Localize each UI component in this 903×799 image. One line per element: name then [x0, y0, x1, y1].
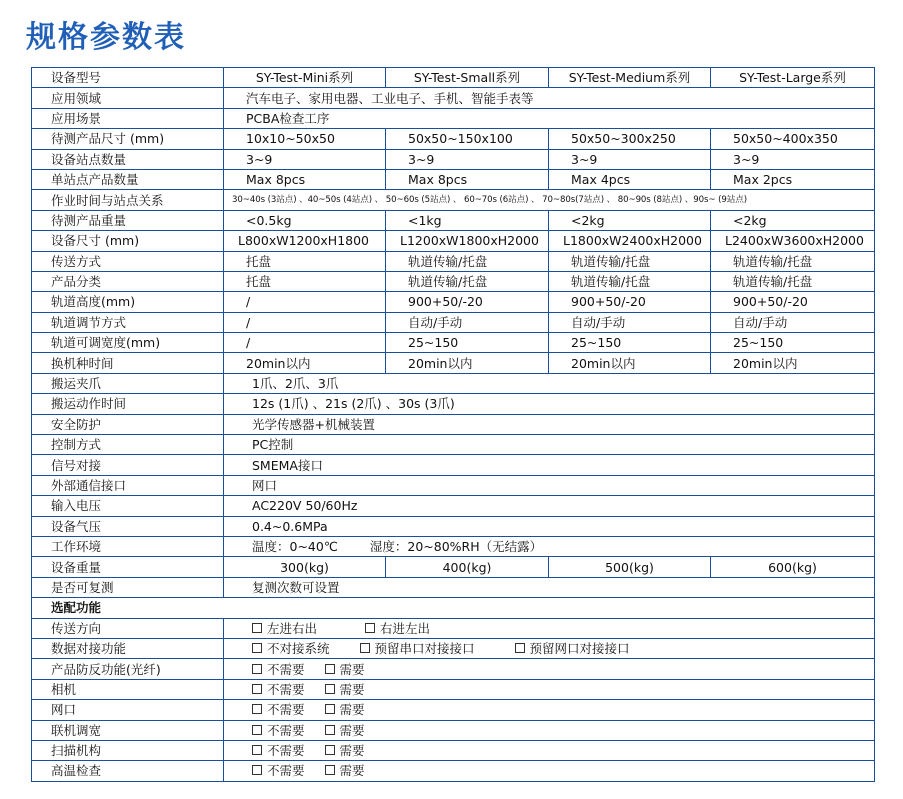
- row-label: 产品分类: [32, 271, 224, 291]
- checkbox-icon: [360, 643, 370, 653]
- cell: 轨道传输/托盘: [549, 251, 711, 271]
- cell: L1200xW1800xH2000: [386, 231, 549, 251]
- checkbox-option[interactable]: [325, 700, 365, 719]
- row-label: 应用场景: [32, 108, 224, 128]
- table-row: [32, 516, 875, 536]
- checkbox-option[interactable]: [325, 761, 365, 780]
- section-heading: 选配功能: [32, 598, 875, 618]
- row-label: 高温检查: [32, 761, 224, 781]
- row-value: 复测次数可设置: [224, 577, 875, 597]
- checkbox-icon: [252, 725, 262, 735]
- row-label: 工作环境: [32, 536, 224, 556]
- spec-table: [31, 67, 875, 782]
- cell: Max 8pcs: [386, 169, 549, 189]
- row-label: 应用领域: [32, 88, 224, 108]
- checkbox-option[interactable]: [325, 660, 365, 679]
- row-label: 相机: [32, 679, 224, 699]
- row-value: [224, 618, 875, 638]
- cell: 900+50/-20: [549, 292, 711, 312]
- cell: 400(kg): [386, 557, 549, 577]
- row-value: 汽车电子、家用电器、工业电子、手机、智能手表等: [224, 88, 875, 108]
- checkbox-option[interactable]: [515, 639, 630, 658]
- cell: <0.5kg: [224, 210, 386, 230]
- row-label: 联机调宽: [32, 720, 224, 740]
- checkbox-option[interactable]: [252, 761, 305, 780]
- option-label: 预留网口对接接口: [529, 641, 630, 657]
- row-label: 产品防反功能(光纤): [32, 659, 224, 679]
- table-row: [32, 169, 875, 189]
- checkbox-option[interactable]: [365, 619, 430, 638]
- cell: 3~9: [549, 149, 711, 169]
- cell: 托盘: [224, 271, 386, 291]
- checkbox-option[interactable]: [252, 680, 305, 699]
- row-label: 设备气压: [32, 516, 224, 536]
- row-value: [224, 679, 875, 699]
- row-label: 安全防护: [32, 414, 224, 434]
- row-value: [224, 536, 875, 556]
- table-row: [32, 638, 875, 658]
- page-title: 规格参数表: [26, 20, 186, 55]
- env-temp: 温度：0~40℃: [252, 539, 338, 555]
- row-label: 输入电压: [32, 496, 224, 516]
- table-row: [32, 210, 875, 230]
- row-label: 轨道调节方式: [32, 312, 224, 332]
- cell: <2kg: [549, 210, 711, 230]
- row-label: 单站点产品数量: [32, 169, 224, 189]
- cell: <2kg: [711, 210, 875, 230]
- table-row: [32, 88, 875, 108]
- checkbox-icon: [252, 643, 262, 653]
- cell: 自动/手动: [549, 312, 711, 332]
- cell: 自动/手动: [386, 312, 549, 332]
- checkbox-icon: [252, 745, 262, 755]
- row-label: 设备站点数量: [32, 149, 224, 169]
- checkbox-icon: [515, 643, 525, 653]
- option-label: 右进左出: [380, 620, 431, 636]
- model-large: SY-Test-Large系列: [711, 68, 875, 88]
- row-value: 30~40s (3站点) 、40~50s (4站点) 、 50~60s (5站点) 、 60~70s (6站点) 、 70~80s(7站点) 、 80~90s (8站点) 、90s~ (9站点): [224, 190, 875, 210]
- row-value: [224, 659, 875, 679]
- checkbox-option[interactable]: [360, 639, 475, 658]
- row-label: 轨道高度(mm): [32, 292, 224, 312]
- row-label: 数据对接功能: [32, 638, 224, 658]
- table-row: [32, 679, 875, 699]
- row-label: 换机种时间: [32, 353, 224, 373]
- checkbox-icon: [252, 684, 262, 694]
- option-label: 不需要: [267, 743, 305, 759]
- option-label: 不需要: [267, 681, 305, 697]
- table-row: [32, 577, 875, 597]
- table-row: [32, 598, 875, 618]
- cell: 轨道传输/托盘: [711, 251, 875, 271]
- checkbox-icon: [325, 664, 335, 674]
- checkbox-option[interactable]: [252, 741, 305, 760]
- row-label: 外部通信接口: [32, 475, 224, 495]
- table-row: [32, 475, 875, 495]
- cell: Max 4pcs: [549, 169, 711, 189]
- cell: 300(kg): [224, 557, 386, 577]
- table-row: [32, 333, 875, 353]
- table-row: [32, 536, 875, 556]
- option-label: 不需要: [267, 702, 305, 718]
- cell: /: [224, 333, 386, 353]
- checkbox-option[interactable]: [252, 639, 330, 658]
- row-label: 信号对接: [32, 455, 224, 475]
- table-row: [32, 312, 875, 332]
- option-label: 不需要: [267, 763, 305, 779]
- cell: 20min以内: [386, 353, 549, 373]
- cell: 25~150: [549, 333, 711, 353]
- cell: 3~9: [386, 149, 549, 169]
- cell: L800xW1200xH1800: [224, 231, 386, 251]
- cell: Max 8pcs: [224, 169, 386, 189]
- cell: 20min以内: [224, 353, 386, 373]
- cell: 500(kg): [549, 557, 711, 577]
- checkbox-icon: [325, 704, 335, 714]
- table-row: [32, 557, 875, 577]
- cell: 3~9: [711, 149, 875, 169]
- checkbox-option[interactable]: [252, 660, 305, 679]
- table-row: [32, 251, 875, 271]
- row-label: 传送方式: [32, 251, 224, 271]
- row-value: [224, 720, 875, 740]
- env-humidity: 湿度：20~80%RH（无结露）: [369, 539, 543, 555]
- table-row: [32, 659, 875, 679]
- cell: 900+50/-20: [386, 292, 549, 312]
- row-label: 搬运夹爪: [32, 373, 224, 393]
- cell: 10x10~50x50: [224, 129, 386, 149]
- cell: 20min以内: [549, 353, 711, 373]
- cell: <1kg: [386, 210, 549, 230]
- option-label: 需要: [339, 702, 365, 718]
- cell: 轨道传输/托盘: [386, 271, 549, 291]
- row-value: 12s (1爪) 、21s (2爪) 、30s (3爪): [224, 394, 875, 414]
- row-value: [224, 740, 875, 760]
- option-label: 左进右出: [267, 620, 318, 636]
- row-label: 设备型号: [32, 68, 224, 88]
- model-mini: SY-Test-Mini系列: [224, 68, 386, 88]
- checkbox-icon: [325, 725, 335, 735]
- table-row: [32, 720, 875, 740]
- table-row: [32, 761, 875, 781]
- row-value: 1爪、2爪、3爪: [224, 373, 875, 393]
- table-row: [32, 149, 875, 169]
- row-label: 设备尺寸 (mm): [32, 231, 224, 251]
- cell: L1800xW2400xH2000: [549, 231, 711, 251]
- model-small: SY-Test-Small系列: [386, 68, 549, 88]
- checkbox-icon: [252, 623, 262, 633]
- table-row: [32, 271, 875, 291]
- checkbox-icon: [325, 765, 335, 775]
- row-label: 待测产品尺寸 (mm): [32, 129, 224, 149]
- table-row: [32, 373, 875, 393]
- cell: 25~150: [386, 333, 549, 353]
- option-label: 需要: [339, 743, 365, 759]
- table-row: [32, 292, 875, 312]
- row-value: AC220V 50/60Hz: [224, 496, 875, 516]
- checkbox-icon: [252, 704, 262, 714]
- row-value: 网口: [224, 475, 875, 495]
- row-value: PC控制: [224, 435, 875, 455]
- checkbox-option[interactable]: [325, 741, 365, 760]
- row-value: 0.4~0.6MPa: [224, 516, 875, 536]
- row-label: 网口: [32, 700, 224, 720]
- cell: /: [224, 292, 386, 312]
- table-row: [32, 108, 875, 128]
- row-label: 是否可复测: [32, 577, 224, 597]
- cell: 50x50~400x350: [711, 129, 875, 149]
- row-label: 轨道可调宽度(mm): [32, 333, 224, 353]
- row-label: 控制方式: [32, 435, 224, 455]
- row-label: 待测产品重量: [32, 210, 224, 230]
- cell: 50x50~300x250: [549, 129, 711, 149]
- cell: L2400xW3600xH2000: [711, 231, 875, 251]
- cell: Max 2pcs: [711, 169, 875, 189]
- checkbox-option[interactable]: [252, 619, 317, 638]
- checkbox-icon: [365, 623, 375, 633]
- option-label: 预留串口对接接口: [374, 641, 475, 657]
- option-label: 不需要: [267, 661, 305, 677]
- checkbox-icon: [325, 684, 335, 694]
- option-label: 需要: [339, 661, 365, 677]
- row-value: [224, 761, 875, 781]
- table-row: [32, 353, 875, 373]
- cell: 25~150: [711, 333, 875, 353]
- table-row: [32, 129, 875, 149]
- row-value: [224, 638, 875, 658]
- checkbox-option[interactable]: [252, 721, 305, 740]
- option-label: 需要: [339, 763, 365, 779]
- table-row: [32, 700, 875, 720]
- checkbox-option[interactable]: [325, 680, 365, 699]
- option-label: 不需要: [267, 722, 305, 738]
- row-label: 作业时间与站点关系: [32, 190, 224, 210]
- model-medium: SY-Test-Medium系列: [549, 68, 711, 88]
- row-value: 光学传感器+机械装置: [224, 414, 875, 434]
- cell: 20min以内: [711, 353, 875, 373]
- cell: 600(kg): [711, 557, 875, 577]
- cell: 轨道传输/托盘: [711, 271, 875, 291]
- table-row: [32, 618, 875, 638]
- row-label: 扫描机构: [32, 740, 224, 760]
- row-label: 传送方向: [32, 618, 224, 638]
- table-row: [32, 231, 875, 251]
- checkbox-option[interactable]: [252, 700, 305, 719]
- table-row: [32, 68, 875, 88]
- cell: 50x50~150x100: [386, 129, 549, 149]
- checkbox-icon: [252, 765, 262, 775]
- table-row: [32, 414, 875, 434]
- row-label: 搬运动作时间: [32, 394, 224, 414]
- table-row: [32, 394, 875, 414]
- cell: 自动/手动: [711, 312, 875, 332]
- cell: 轨道传输/托盘: [386, 251, 549, 271]
- option-label: 需要: [339, 722, 365, 738]
- option-label: 需要: [339, 681, 365, 697]
- option-label: 不对接系统: [267, 641, 330, 657]
- cell: 900+50/-20: [711, 292, 875, 312]
- checkbox-option[interactable]: [325, 721, 365, 740]
- cell: 托盘: [224, 251, 386, 271]
- row-value: SMEMA接口: [224, 455, 875, 475]
- table-row: [32, 496, 875, 516]
- checkbox-icon: [325, 745, 335, 755]
- row-label: 设备重量: [32, 557, 224, 577]
- row-value: [224, 700, 875, 720]
- table-row: [32, 190, 875, 210]
- table-row: [32, 455, 875, 475]
- row-value: PCBA检查工序: [224, 108, 875, 128]
- cell: 轨道传输/托盘: [549, 271, 711, 291]
- cell: /: [224, 312, 386, 332]
- table-row: [32, 740, 875, 760]
- cell: 3~9: [224, 149, 386, 169]
- table-row: [32, 435, 875, 455]
- checkbox-icon: [252, 664, 262, 674]
